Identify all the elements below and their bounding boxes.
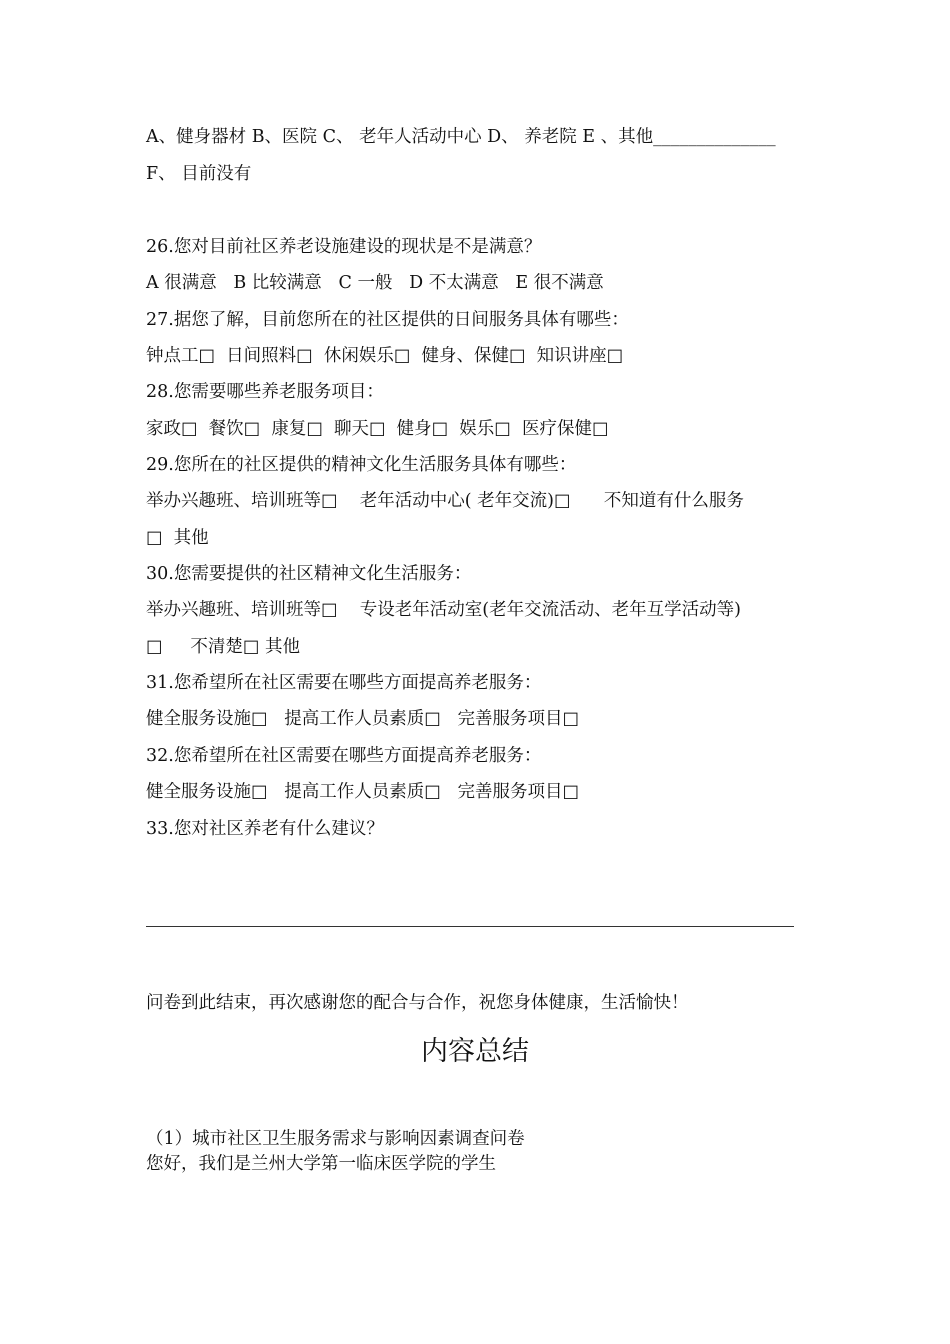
q30-options-continued: □ 不清楚□ 其他 <box>146 637 300 657</box>
section-title: 内容总结 <box>421 1036 529 1067</box>
q25-options-line: A、健身器材 B、医院 C、 老年人活动中心 D、 养老院 E 、其他______________ <box>146 127 776 147</box>
q29-options-continued: □ 其他 <box>146 528 209 548</box>
q26-question: 26.您对目前社区养老设施建设的现状是不是满意？ <box>146 237 542 257</box>
q33-question: 33.您对社区养老有什么建议？ <box>146 819 384 839</box>
q30-question: 30.您需要提供的社区精神文化生活服务： <box>146 564 472 584</box>
closing-note: 问卷到此结束，再次感谢您的配合与合作，祝您身体健康，生活愉快！ <box>146 993 689 1013</box>
q28-question: 28.您需要哪些养老服务项目： <box>146 382 384 402</box>
q28-options: 家政□ 餐饮□ 康复□ 聊天□ 健身□ 娱乐□ 医疗保健□ <box>146 419 609 439</box>
survey-greeting: 您好，我们是兰州大学第一临床医学院的学生 <box>146 1154 496 1174</box>
survey-item-1: （1）城市社区卫生服务需求与影响因素调查问卷 <box>146 1129 525 1149</box>
q30-options: 举办兴趣班、培训班等□ 专设老年活动室(老年交流活动、老年互学活动等) <box>146 600 741 620</box>
q32-question: 32.您希望所在社区需要在哪些方面提高养老服务： <box>146 746 542 766</box>
q31-question: 31.您希望所在社区需要在哪些方面提高养老服务： <box>146 673 542 693</box>
q27-options: 钟点工□ 日间照料□ 休闲娱乐□ 健身、保健□ 知识讲座□ <box>146 346 624 366</box>
q26-options: A 很满意 B 比较满意 C 一般 D 不太满意 E 很不满意 <box>146 273 604 293</box>
q27-question: 27.据您了解，目前您所在的社区提供的日间服务具体有哪些： <box>146 310 629 330</box>
answer-blank-line <box>146 926 794 927</box>
q31-options: 健全服务设施□ 提高工作人员素质□ 完善服务项目□ <box>146 709 579 729</box>
q25-option-f: F、 目前没有 <box>146 164 252 184</box>
q32-options: 健全服务设施□ 提高工作人员素质□ 完善服务项目□ <box>146 782 579 802</box>
q29-options: 举办兴趣班、培训班等□ 老年活动中心( 老年交流)□ 不知道有什么服务 <box>146 491 744 511</box>
q29-question: 29.您所在的社区提供的精神文化生活服务具体有哪些： <box>146 455 577 475</box>
